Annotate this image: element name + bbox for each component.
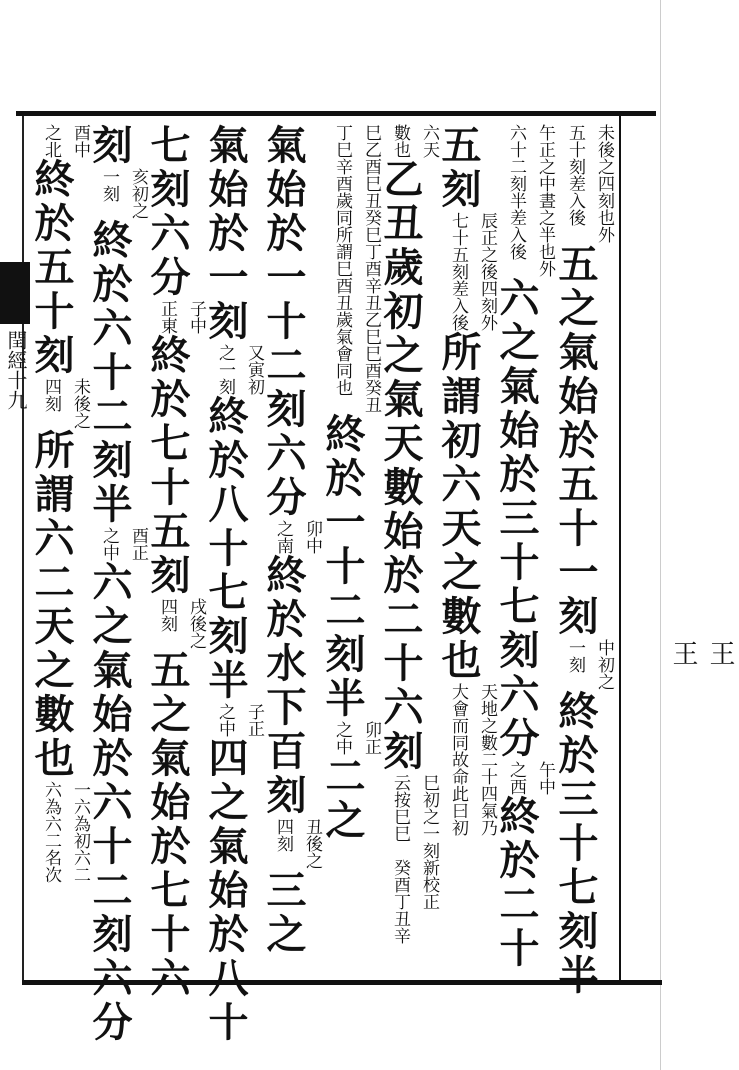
commentary-note	[152, 598, 210, 649]
main-text: 六之氣始於三十七刻六分	[493, 277, 540, 761]
commentary-line: 六天	[419, 124, 439, 158]
main-text: 所謂初六天之數也	[435, 331, 482, 683]
commentary-line: 四刻	[157, 598, 177, 632]
commentary-note	[94, 527, 152, 561]
main-text: 終於一十二刻半	[319, 413, 366, 721]
main-text: 終於七十五刻	[144, 334, 191, 598]
text-column-9	[86, 124, 152, 1045]
commentary-note	[268, 520, 326, 554]
main-text: 終於六十二刻半	[86, 219, 133, 527]
commentary-line: 巳乙酉巳丑癸巳丁酉辛丑乙巳巳酉癸丑	[361, 124, 381, 413]
commentary-line: 四刻	[273, 818, 293, 852]
main-text: 七刻六分	[144, 124, 191, 300]
commentary-note	[210, 344, 268, 395]
commentary-line: 酉中	[70, 124, 90, 158]
commentary-note	[94, 168, 152, 219]
main-text: 二之	[319, 755, 366, 843]
text-column-4	[377, 124, 443, 976]
commentary-line: 子正	[244, 703, 264, 737]
commentary-line: 之一刻	[215, 344, 235, 395]
main-text: 終於二十	[493, 795, 540, 971]
frame-top-rule	[16, 111, 656, 116]
commentary-note	[501, 761, 559, 795]
commentary-line: 之南	[273, 520, 293, 554]
edge-volume-mark: 閏經十九	[4, 330, 28, 410]
commentary-line: 之北	[41, 124, 61, 158]
main-text: 刻	[86, 124, 133, 168]
commentary-line: 之中	[332, 721, 352, 755]
commentary-line: 酉正	[128, 527, 148, 561]
main-text: 五之氣始於五十一刻	[552, 243, 599, 639]
main-text: 五刻	[435, 124, 482, 212]
commentary-line: 卯正	[361, 721, 381, 755]
text-column-5	[319, 124, 385, 976]
commentary-line: 正東	[157, 300, 177, 334]
main-text: 終於五十刻	[28, 158, 75, 378]
main-text: 氣始於一十二刻六分	[260, 124, 307, 520]
commentary-note	[385, 124, 443, 158]
commentary-line: 一六為初六二	[70, 781, 90, 883]
commentary-line: 未後之	[70, 378, 90, 429]
commentary-line: 天地之數二十四氣乃	[477, 683, 497, 836]
text-column-2	[493, 124, 559, 976]
commentary-line: 午正之中晝之半也外	[535, 124, 555, 277]
commentary-line: 一刻	[565, 639, 585, 673]
commentary-line: 午中	[535, 761, 555, 795]
main-text: 乙丑歲初之氣天數始於二十六刻	[377, 158, 424, 774]
commentary-line: 巳初之一刻	[419, 774, 439, 859]
edge-page-mark: 王王	[668, 640, 735, 886]
commentary-line: 未後之四刻也外	[594, 124, 614, 243]
commentary-line: 數也	[390, 124, 410, 158]
main-text: 終於水下百刻	[260, 554, 307, 818]
commentary-line: 戌後之	[186, 598, 206, 649]
commentary-line: 丑後之	[302, 818, 322, 869]
frame-right-rule	[619, 116, 621, 980]
commentary-note	[501, 124, 559, 277]
commentary-note	[36, 781, 94, 883]
main-text: 所謂六二天之數也	[28, 429, 75, 781]
commentary-line: 大會而同故命此曰初	[448, 683, 468, 836]
commentary-note	[385, 774, 443, 859]
commentary-note	[210, 703, 268, 737]
commentary-line: 之中	[99, 527, 119, 561]
commentary-note	[443, 683, 501, 836]
commentary-line: 之中	[215, 703, 235, 737]
commentary-line: 七十五刻差入後	[448, 212, 468, 331]
commentary-note	[385, 859, 443, 944]
commentary-line: 新校正	[419, 859, 439, 910]
commentary-line: 云按巳巳	[390, 774, 410, 842]
text-column-3	[435, 124, 501, 976]
commentary-note	[36, 124, 94, 158]
commentary-line: 癸酉丁丑辛	[390, 859, 410, 944]
text-column-6	[260, 124, 326, 976]
text-column-7	[202, 124, 268, 1045]
commentary-line: 中初之	[594, 639, 614, 690]
main-text: 終於八十七刻半	[202, 395, 249, 703]
commentary-line: 子中	[186, 300, 206, 334]
commentary-note	[443, 212, 501, 331]
commentary-line: 一刻	[99, 168, 119, 202]
page-fold-line	[660, 0, 661, 1070]
commentary-note	[560, 124, 618, 243]
text-column-8	[144, 124, 210, 1001]
text-column-1	[552, 124, 618, 998]
commentary-line: 六為六二名次	[41, 781, 61, 883]
main-text: 三之	[260, 869, 307, 957]
commentary-line: 又寅初	[244, 344, 264, 395]
commentary-line: 卯中	[302, 520, 322, 554]
commentary-line: 辰正之後四刻外	[477, 212, 497, 331]
main-text: 五之氣始於七十六	[144, 649, 191, 1001]
commentary-line: 亥初之	[128, 168, 148, 219]
commentary-line: 四刻	[41, 378, 61, 412]
commentary-note	[327, 721, 385, 755]
commentary-line: 六十二刻半差入後	[506, 124, 526, 260]
commentary-note	[36, 378, 94, 429]
commentary-note	[152, 300, 210, 334]
commentary-line: 五十刻差入後	[565, 124, 585, 226]
commentary-line: 丁巳辛酉歲同所謂巳酉丑歲氣會同也	[332, 124, 352, 396]
main-text: 氣始於一刻	[202, 124, 249, 344]
main-text: 終於三十七刻半	[552, 690, 599, 998]
main-text: 六之氣始於六十二刻六分	[86, 561, 133, 1045]
commentary-note	[268, 818, 326, 869]
commentary-note	[560, 639, 618, 690]
commentary-line: 之西	[506, 761, 526, 795]
text-column-10	[28, 124, 94, 976]
main-text: 四之氣始於八十	[202, 737, 249, 1045]
commentary-note	[327, 124, 385, 413]
